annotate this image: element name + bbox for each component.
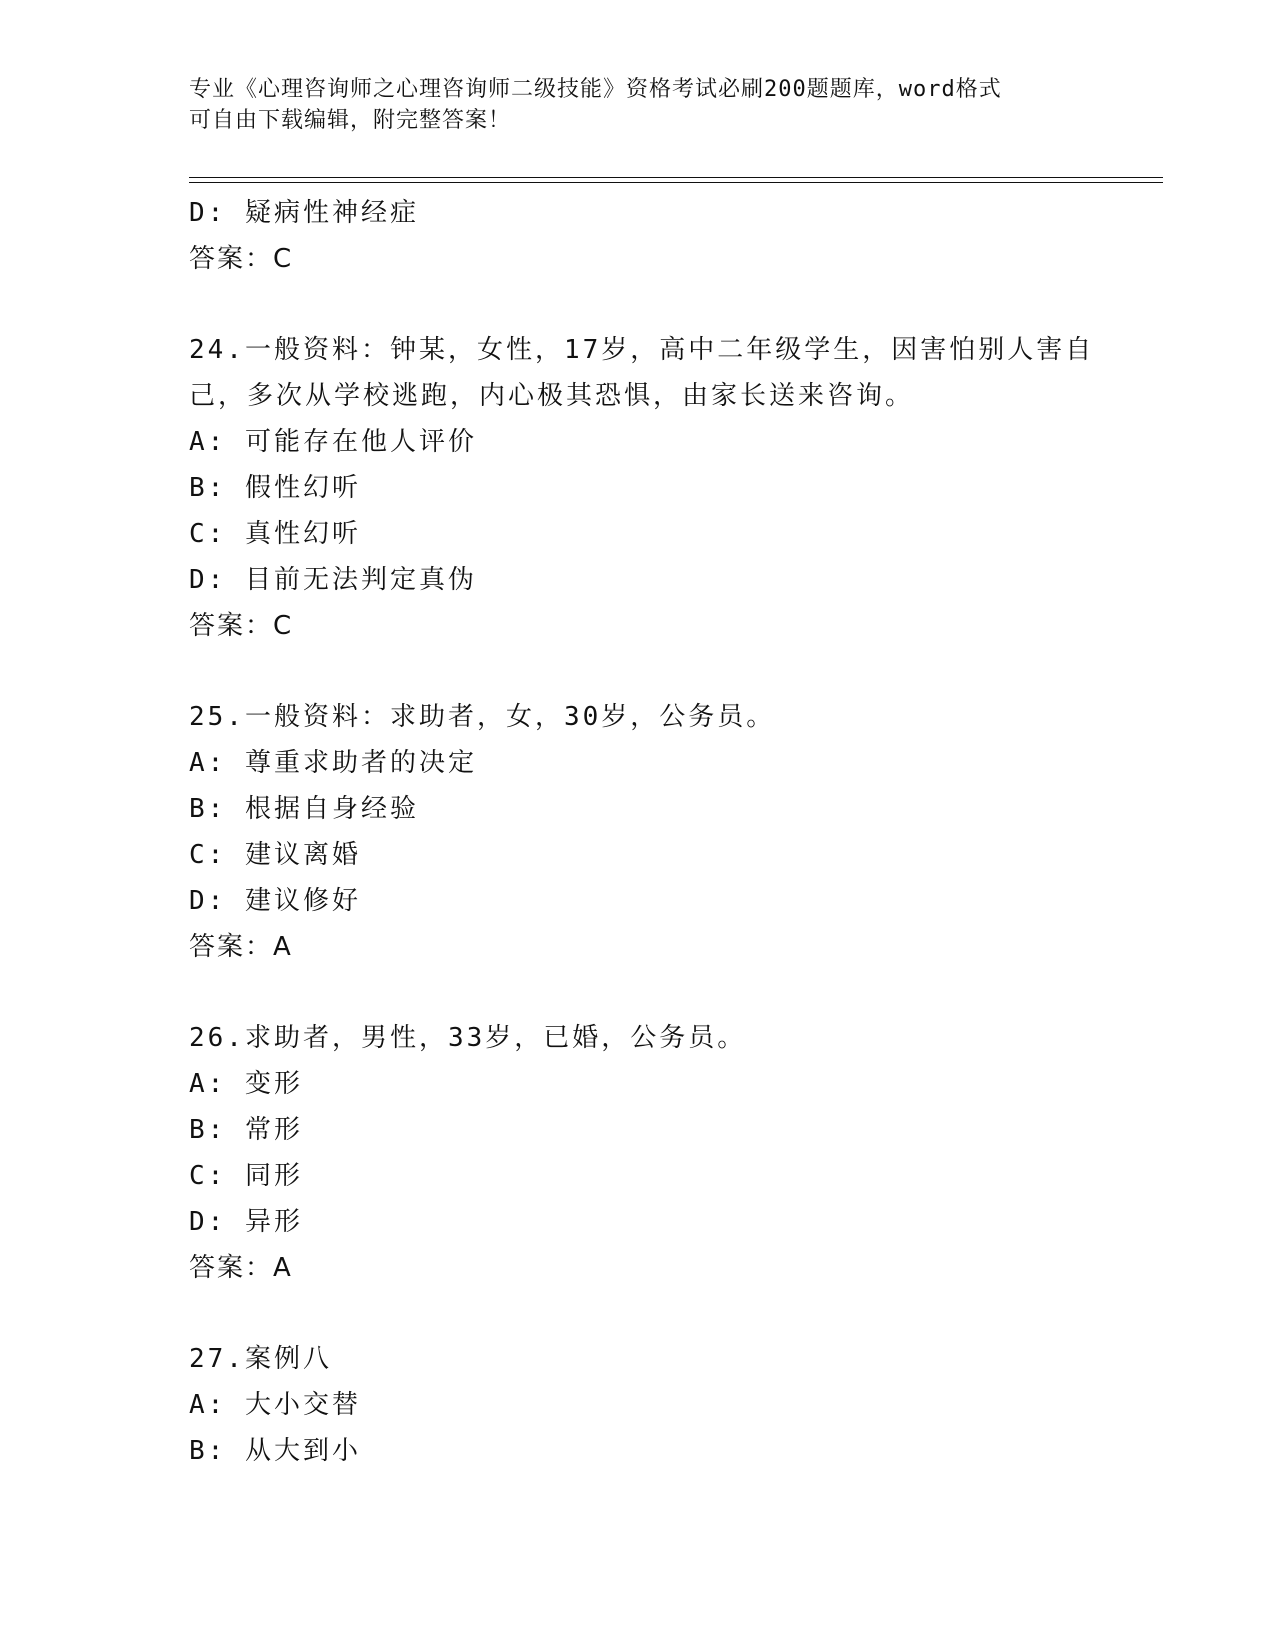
question-24 (189, 327, 1095, 649)
option-a: A: 尊重求助者的决定 (189, 748, 477, 778)
header-line-2: 可自由下载编辑，附完整答案！ (189, 108, 512, 133)
question-stem: 25.一般资料：求助者，女，30岁，公务员。 (189, 702, 776, 732)
question-23-tail (189, 190, 1089, 282)
option-b: B: 假性幻听 (189, 473, 361, 503)
spacer (189, 970, 1089, 1015)
answer-line: 答案：C (189, 244, 294, 274)
option-c: C: 建议离婚 (189, 840, 361, 870)
option-a: A: 变形 (189, 1069, 303, 1099)
header-line-1: 专业《心理咨询师之心理咨询师二级技能》资格考试必刷200题题库，word格式 (189, 77, 1002, 102)
option-d: D: 异形 (189, 1207, 303, 1237)
option-d: D: 疑病性神经症 (189, 198, 419, 228)
option-d: D: 建议修好 (189, 886, 361, 916)
option-c: C: 真性幻听 (189, 519, 361, 549)
question-25 (189, 694, 1089, 970)
option-d: D: 目前无法判定真伪 (189, 565, 477, 595)
header-divider-bottom (189, 182, 1163, 183)
question-26 (189, 1015, 1089, 1291)
question-stem: 26.求助者，男性，33岁，已婚，公务员。 (189, 1023, 747, 1053)
option-a: A: 可能存在他人评价 (189, 427, 477, 457)
spacer (189, 649, 1089, 694)
question-27 (189, 1336, 1089, 1474)
option-c: C: 同形 (189, 1161, 303, 1191)
question-stem: 27.案例八 (189, 1344, 332, 1374)
header-divider-top (189, 177, 1163, 178)
question-list (189, 190, 1095, 1474)
spacer (189, 282, 1089, 327)
document-header (189, 74, 1089, 136)
answer-line: 答案：A (189, 1253, 293, 1283)
spacer (189, 1291, 1089, 1336)
question-stem: 24.一般资料：钟某，女性，17岁，高中二年级学生，因害怕别人害自 (189, 335, 1095, 365)
answer-line: 答案：A (189, 932, 293, 962)
option-a: A: 大小交替 (189, 1390, 361, 1420)
answer-line: 答案：C (189, 611, 294, 641)
option-b: B: 根据自身经验 (189, 794, 419, 824)
question-stem-continued: 己，多次从学校逃跑，内心极其恐惧，由家长送来咨询。 (189, 381, 915, 411)
option-b: B: 常形 (189, 1115, 303, 1145)
option-b: B: 从大到小 (189, 1436, 361, 1466)
